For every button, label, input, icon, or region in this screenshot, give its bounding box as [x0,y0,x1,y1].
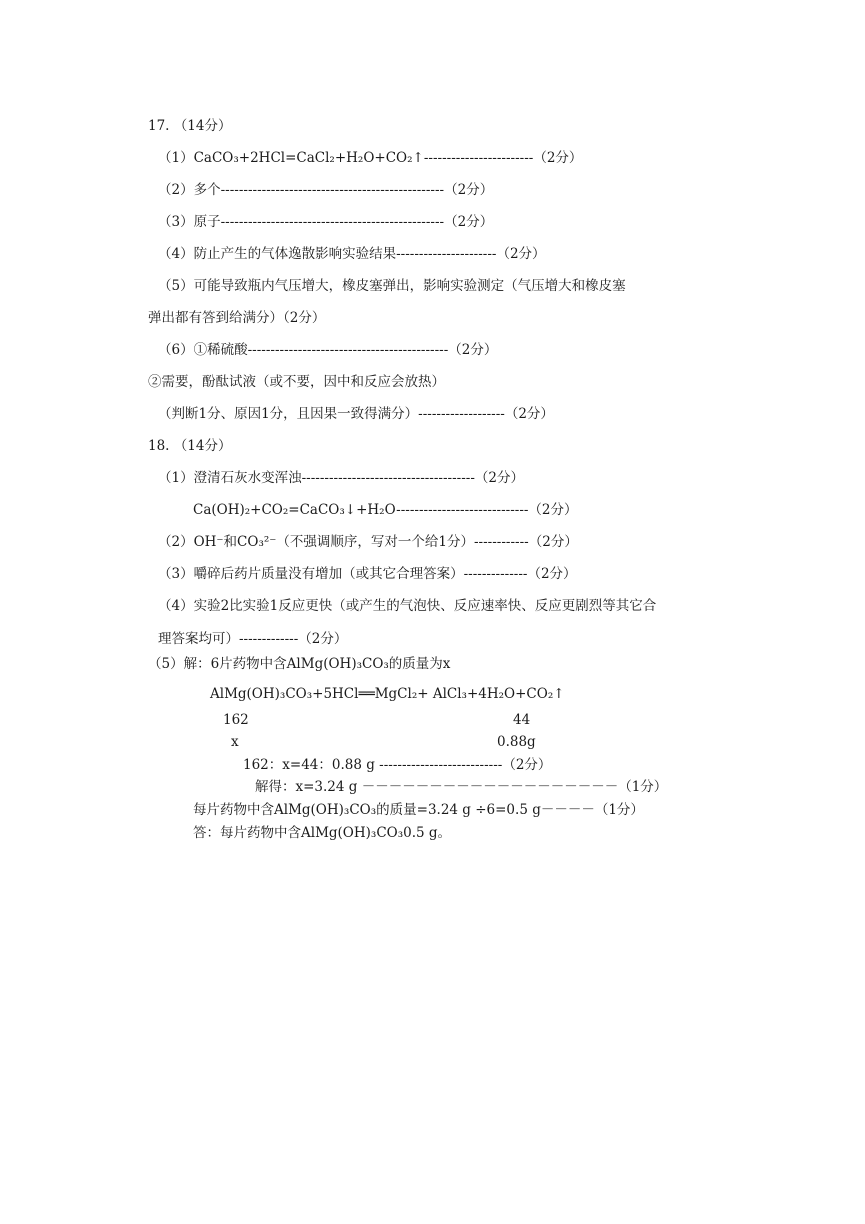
q17-heading: 17. （14分） [148,118,232,134]
q18-part4-line1: （4）实验2比实验1反应更快（或产生的气泡快、反应速率快、反应更剧烈等其它合 [158,598,657,614]
q17-part4: （4）防止产生的气体逸散影响实验结果----------------------（2分） [158,246,546,262]
molar-mass-co2: 44 [513,712,531,728]
q17-part5-line1: （5）可能导致瓶内气压增大，橡皮塞弹出，影响实验测定（气压增大和橡皮塞 [158,278,626,294]
co2-mass: 0.88g [497,734,536,750]
q17-part6-line1: （6）①稀硫酸--------------------------------------------（2分） [158,342,498,358]
q17-part3: （3）原子-------------------------------------------------（2分） [158,214,494,230]
answer-line: 答：每片药物中含AlMg(OH)₃CO₃0.5 g。 [193,825,452,841]
q17-part6-line2: ②需要，酚酞试液（或不要，因中和反应会放热） [148,374,445,390]
proportion-line: 162：x=44：0.88 g ---------------------------（2分） [243,757,552,773]
molar-mass-reactant: 162 [223,712,249,728]
q17-part6-line3: （判断1分、原因1分，且因果一致得满分）-------------------（2分） [158,406,554,422]
q18-part5-intro: （5）解：6片药物中含AlMg(OH)₃CO₃的质量为x [148,656,451,672]
reaction-equation: AlMg(OH)₃CO₃+5HCl══MgCl₂+ AlCl₃+4H₂O+CO₂↑ [210,686,565,702]
q18-part1-line2: Ca(OH)₂+CO₂=CaCO₃↓+H₂O-----------------------------（2分） [193,502,578,518]
q17-part1: （1）CaCO₃+2HCl=CaCl₂+H₂O+CO₂↑------------------------（2分） [158,150,583,166]
unknown-mass: x [231,734,239,750]
solution-line: 解得：x=3.24 g －－－－－－－－－－－－－－－－－－－（1分） [255,779,668,795]
q18-part3: （3）嚼碎后药片质量没有增加（或其它合理答案）--------------（2分） [158,566,577,582]
q17-part5-line2: 弹出都有答到给满分）（2分） [148,310,326,326]
per-tablet-line: 每片药物中含AlMg(OH)₃CO₃的质量=3.24 g ÷6=0.5 g－－－－（1分） [193,802,644,818]
q18-part2: （2）OH⁻和CO₃²⁻（不强调顺序，写对一个给1分）------------（2分） [158,534,578,550]
q18-part1-line1: （1）澄清石灰水变浑浊--------------------------------------（2分） [158,470,525,486]
q17-part2: （2）多个-------------------------------------------------（2分） [158,182,494,198]
q18-part4-line2: 理答案均可）-------------（2分） [158,631,348,647]
q18-heading: 18. （14分） [148,438,232,454]
